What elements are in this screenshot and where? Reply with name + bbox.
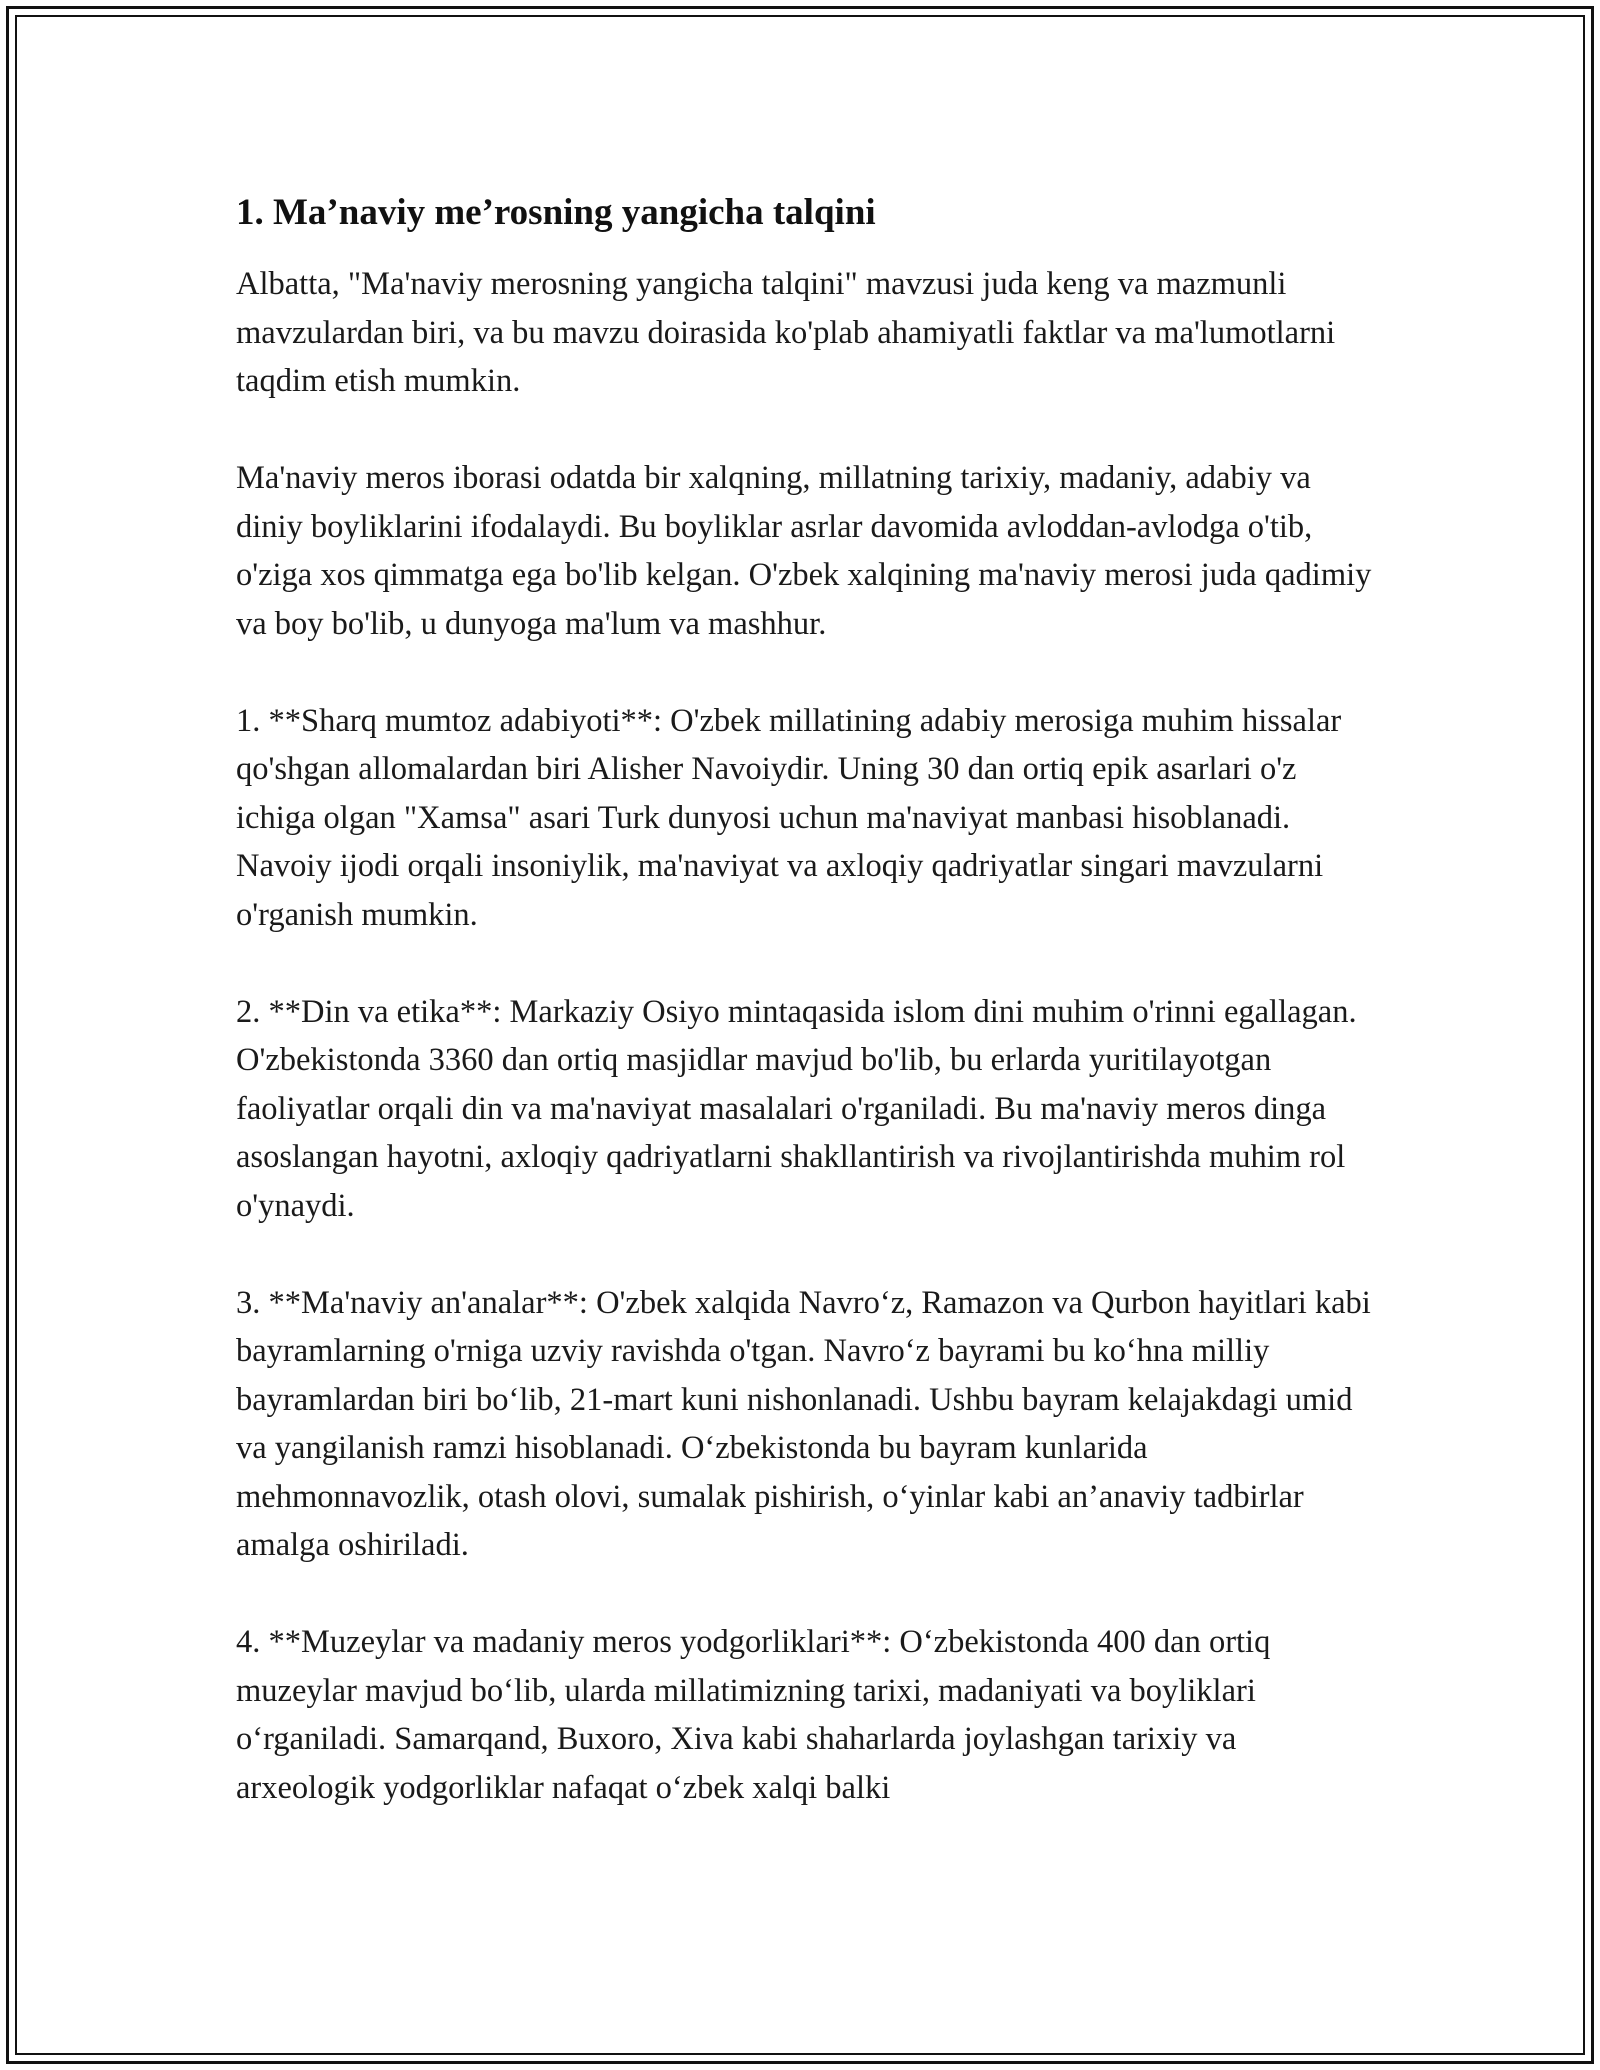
paragraph-intro: Albatta, "Ma'naviy merosning yangicha talqini" mavzusi juda keng va mazmunli mavzulardan biri, va bu mavzu doirasida ko'plab ahamiyatli faktlar va ma'lumotlarni taqdim etish mumkin. [236,266,1336,399]
paragraph-item-2: 2. **Din va etika**: Markaziy Osiyo mintaqasida islom dini muhim o'rinni egallagan. O'zbekistonda 3360 dan ortiq masjidlar mavjud bo'lib, bu erlarda yuritilayotgan faoliyatlar orqali din va ma'naviyat masalalari o'rganiladi. Bu ma'naviy meros dinga asoslangan hayotni, axloqiy qadriyatlarni shakllantirish va rivojlantirishda muhim rol o'ynaydi. [236,993,1357,1224]
paragraph-item-3: 3. **Ma'naviy an'analar**: O'zbek xalqida Navro‘z, Ramazon va Qurbon hayitlari kabi bayramlarning o'rniga uzviy ravishda o'tgan. Navro‘z bayrami bu ko‘hna milliy bayramlardan biri bo‘lib, 21-mart kuni nishonlanadi. Ushbu bayram kelajakdagi umid va yangilanish ramzi hisoblanadi. O‘zbekistonda bu bayram kunlarida mehmonnavozlik, otash olovi, sumalak pishirish, o‘yinlar kabi an’anaviy tadbirlar amalga oshiriladi. [236,1284,1371,1563]
paragraph-item-4: 4. **Muzeylar va madaniy meros yodgorliklari**: O‘zbekistonda 400 dan ortiq muzeylar mavjud bo‘lib, ularda millatimizning tarixi, madaniyati va boyliklari o‘rganiladi. Samarqand, Buxoro, Xiva kabi shaharlarda joylashgan tarixiy va arxeologik yodgorliklar nafaqat o‘zbek xalqi balki [236,1624,1271,1806]
document-body [236,190,1376,1812]
paragraph-item-1: 1. **Sharq mumtoz adabiyoti**: O'zbek millatining adabiy merosiga muhim hissalar qo'shgan allomalardan biri Alisher Navoiydir. Uning 30 dan ortiq epik asarlari o'z ichiga olgan "Xamsa" asari Turk dunyosi uchun ma'naviyat manbasi hisoblanadi. Navoiy ijodi orqali insoniylik, ma'naviyat va axloqiy qadriyatlar singari mavzularni o'rganish mumkin. [236,702,1342,933]
paragraph-definition: Ma'naviy meros iborasi odatda bir xalqning, millatning tarixiy, madaniy, adabiy va diniy boyliklarini ifodalaydi. Bu boyliklar asrlar davomida avloddan-avlodga o'tib, o'ziga xos qimmatga ega bo'lib kelgan. O'zbek xalqining ma'naviy merosi juda qadimiy va boy bo'lib, u dunyoga ma'lum va mashhur. [236,460,1372,642]
section-heading: 1. Ma’naviy me’rosning yangicha talqini [236,192,876,233]
